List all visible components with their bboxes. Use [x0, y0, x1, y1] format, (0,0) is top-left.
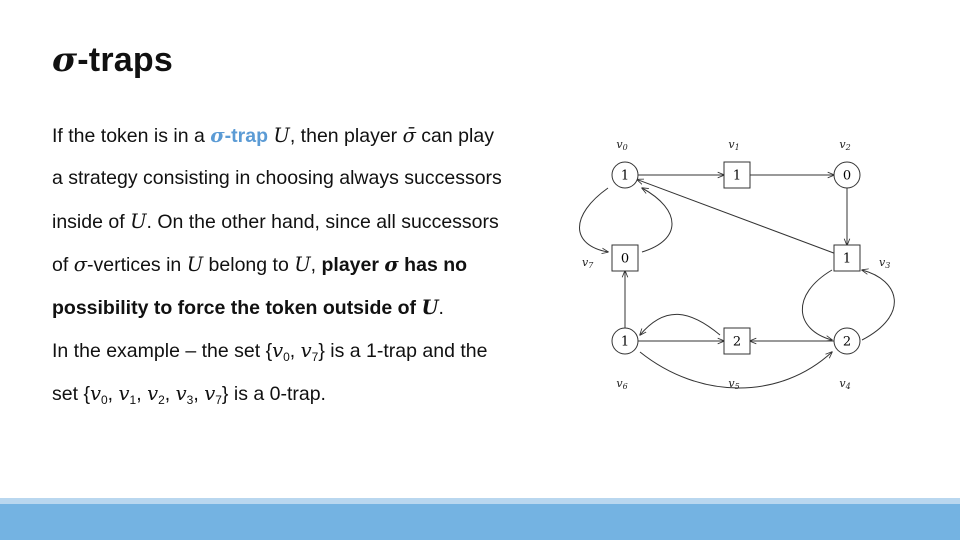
- vertex-v0: [612, 138, 638, 188]
- bold-math-U: U: [421, 296, 439, 319]
- subscript: 3: [186, 393, 194, 407]
- body-line-4: [52, 243, 562, 286]
- body-line-5: [52, 286, 562, 329]
- math-U: U: [186, 253, 204, 276]
- vertex-label: v2: [839, 138, 851, 152]
- title-sigma: σ: [52, 40, 78, 80]
- text-run: is a 1-trap and the: [324, 340, 488, 362]
- bold-run: [322, 254, 468, 276]
- vertex-priority: 2: [732, 334, 742, 350]
- edge-v7-v0: [642, 188, 672, 252]
- vertex-priority: 0: [620, 251, 630, 267]
- brace: {: [83, 383, 90, 405]
- text-run: belong to: [203, 254, 295, 276]
- text-run: of: [52, 254, 74, 276]
- example-line-1: [52, 329, 562, 372]
- edge-v0-v7: [580, 188, 609, 252]
- math-v: v: [118, 382, 130, 405]
- subscript: 0: [100, 393, 108, 407]
- vertex-label: v3: [879, 256, 891, 270]
- body-line-3: [52, 200, 562, 243]
- vertex-v2: [834, 138, 860, 188]
- body-line-1: [52, 114, 562, 157]
- text-run: -vertices in: [87, 254, 187, 276]
- vertices: [582, 138, 890, 391]
- vertex-v7: [582, 245, 638, 271]
- math-v: v: [204, 382, 216, 405]
- sigma-trap-term: [210, 125, 273, 147]
- title-text: -traps: [77, 41, 173, 79]
- text-run: .: [438, 297, 444, 319]
- comma: ,: [164, 383, 176, 405]
- text-run: set: [52, 383, 84, 405]
- vertex-label: v1: [728, 138, 740, 152]
- vertex-v4: [834, 328, 860, 391]
- bold-text: possibility to force the token outside of: [52, 297, 422, 319]
- math-v: v: [147, 382, 159, 405]
- text-run: In the example – the set: [52, 340, 266, 362]
- math-v: v: [300, 339, 312, 362]
- comma: ,: [136, 383, 148, 405]
- vertex-v3: [834, 245, 890, 271]
- vertex-label: v4: [839, 377, 851, 391]
- vertex-priority: 1: [620, 334, 630, 350]
- edges: [580, 175, 895, 388]
- edge-v4-v3: [862, 270, 894, 340]
- parity-game-graph: [570, 130, 900, 400]
- text-run: If the token is in a: [52, 125, 211, 147]
- math-v: v: [89, 382, 101, 405]
- comma: ,: [289, 340, 301, 362]
- subscript: 7: [215, 393, 222, 407]
- example-line-2: [52, 372, 562, 415]
- math-v: v: [272, 339, 284, 362]
- vertex-v1: [724, 138, 750, 188]
- comma: ,: [107, 383, 119, 405]
- slide-title: [52, 40, 173, 80]
- vertex-v6: [612, 328, 638, 391]
- bold-math-sigma: σ: [384, 253, 399, 276]
- vertex-label: v0: [616, 138, 628, 152]
- brace: }: [318, 340, 325, 362]
- brace: }: [221, 383, 229, 405]
- vertex-priority: 1: [620, 168, 630, 184]
- edge-v5-v6: [640, 314, 720, 335]
- math-sigma: σ: [73, 253, 87, 276]
- math-v: v: [175, 382, 187, 405]
- vertex-v5: [724, 328, 750, 391]
- slide-body: [52, 114, 562, 415]
- bold-text: has no: [398, 254, 468, 276]
- subscript: 1: [129, 393, 137, 407]
- vertex-priority: 1: [732, 168, 742, 184]
- term-trap: -trap: [224, 125, 274, 147]
- body-line-2: a strategy consisting in choosing always successors: [52, 167, 502, 189]
- vertex-priority: 1: [842, 251, 852, 267]
- text-run: can play: [415, 125, 494, 147]
- edge-v3-v0: [637, 180, 834, 254]
- text-run: ,: [310, 254, 322, 276]
- math-sigma-bar: σ̄: [402, 124, 416, 147]
- brace: {: [265, 340, 273, 362]
- vertex-label: v6: [616, 377, 628, 391]
- subscript: 2: [158, 393, 165, 407]
- comma: ,: [193, 383, 205, 405]
- subscript: 0: [283, 350, 290, 364]
- vertex-label: v5: [728, 377, 740, 391]
- math-U: U: [130, 210, 147, 233]
- vertex-label: v7: [582, 256, 594, 270]
- math-U: U: [294, 253, 311, 276]
- text-run: is a 0-trap.: [228, 383, 326, 405]
- term-sigma: σ: [210, 124, 225, 147]
- bold-text: player: [321, 254, 385, 276]
- subscript: 7: [311, 350, 319, 364]
- text-run: . On the other hand, since all successors: [146, 211, 499, 233]
- math-U: U: [273, 124, 290, 147]
- footer-bar: [0, 504, 960, 540]
- vertex-priority: 2: [842, 334, 852, 350]
- edge-v3-v4: [802, 270, 832, 340]
- vertex-priority: 0: [842, 168, 852, 184]
- text-run: , then player: [289, 125, 403, 147]
- text-run: inside of: [52, 211, 131, 233]
